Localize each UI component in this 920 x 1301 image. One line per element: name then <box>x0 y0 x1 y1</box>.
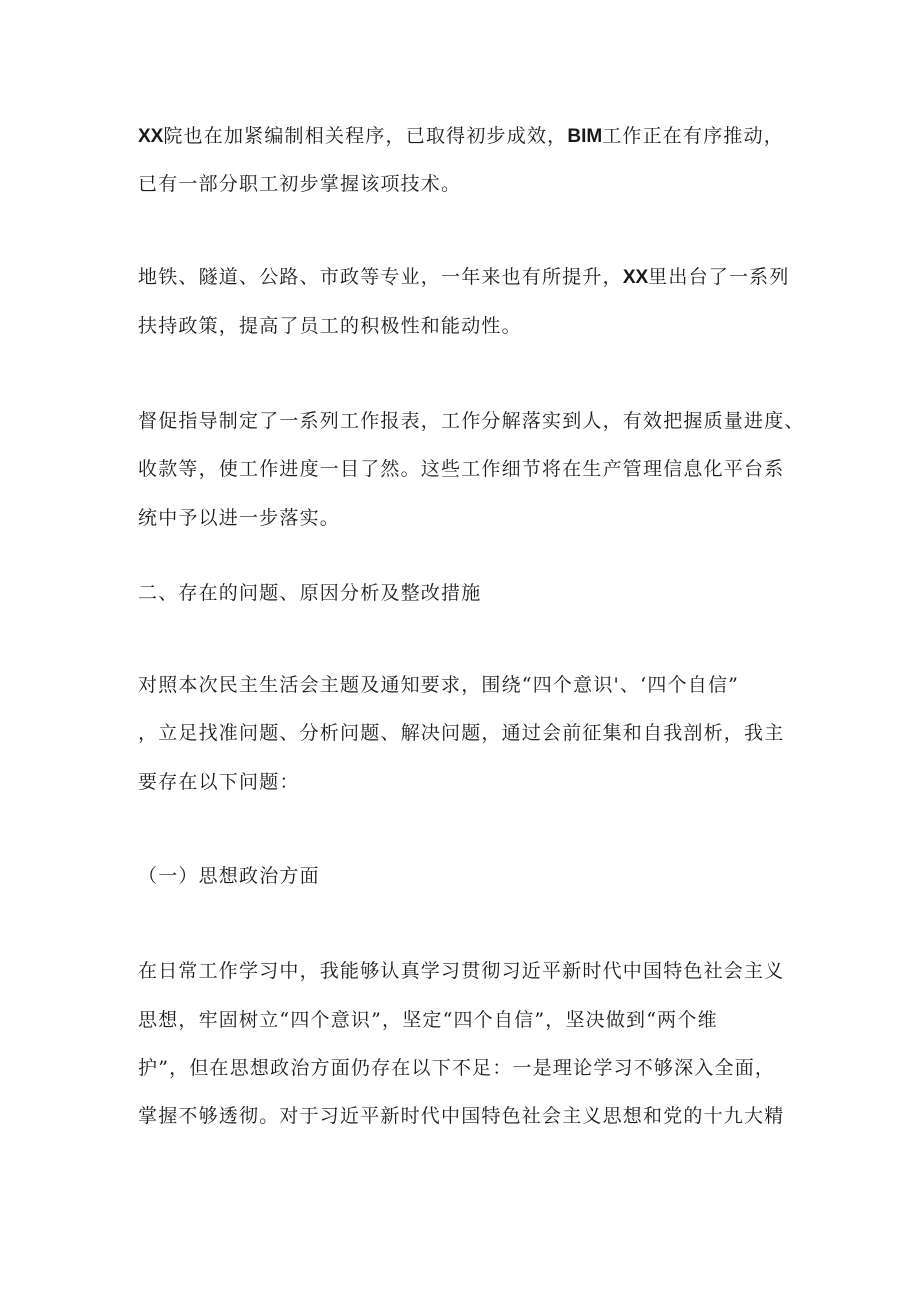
paragraph-line: 在日常工作学习中，我能够认真学习贯彻习近平新时代中国特色社会主义 <box>138 960 785 982</box>
paragraph-line <box>138 265 790 290</box>
paragraph-line: 已有一部分职工初步掌握该项技术。 <box>138 173 462 195</box>
section-heading: 二、存在的问题、原因分析及整改措施 <box>138 582 482 604</box>
paragraph-line: 对照本次民主生活会主题及通知要求，围绕“四个意识'、‘四个自信” <box>138 674 740 696</box>
subsection-heading: （一）思想政治方面 <box>138 865 320 887</box>
paragraph-line: 收款等，使工作进度一目了然。这些工作细节将在生产管理信息化平台系 <box>138 458 785 480</box>
paragraph-line: 掌握不够透彻。对于习近平新时代中国特色社会主义思想和党的十九大精 <box>138 1105 785 1127</box>
paragraph-line: 扶持政策，提高了员工的积极性和能动性。 <box>138 315 522 337</box>
paragraph-line: 督促指导制定了一系列工作报表，工作分解落实到人，有效把握质量进度、 <box>138 410 805 432</box>
paragraph-line: 要存在以下问题： <box>138 771 300 793</box>
paragraph-line: 护”，但在思想政治方面仍存在以下不足：一是理论学习不够深入全面， <box>138 1057 776 1079</box>
inline-text: 工作正在有序推动， <box>602 125 785 147</box>
inline-latin-text: XX <box>138 126 164 147</box>
inline-text: 里出台了一系列 <box>648 266 790 288</box>
paragraph-line: ，立足找准问题、分析问题、解决问题，通过会前征集和自我剖析，我主 <box>138 722 785 744</box>
paragraph-line: 思想，牢固树立“四个意识”，坚定“四个自信”，坚决做到“两个维 <box>138 1009 718 1031</box>
paragraph-line <box>138 124 784 149</box>
inline-text: 院也在加紧编制相关程序，已取得初步成效， <box>163 125 568 147</box>
inline-latin-text: XX <box>622 267 649 288</box>
inline-text: 地铁、隧道、公路、市政等专业，一年来也有所提升， <box>138 266 623 288</box>
inline-latin-text: BIM <box>567 126 603 147</box>
paragraph-line: 统中予以进一步落实。 <box>138 507 341 529</box>
